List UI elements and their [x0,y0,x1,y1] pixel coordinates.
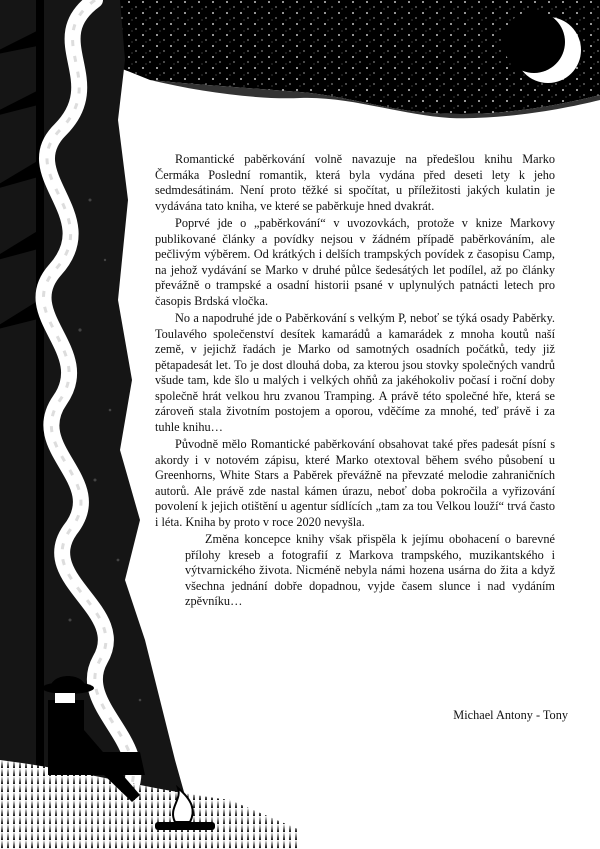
paragraph: Romantické paběrkování volně navazuje na předešlou knihu Marko Čermáka Poslední romantik, která byla vydána před deseti lety k jeho sedmdesátinám. Není proto těžké si spočítat, u příležitosti jakých kulatin je vydávána tato kniha, ve které se paběrkuje hned dvakrát. [155,152,555,213]
paragraph: No a napodruhé jde o Paběrkování s velkým P, neboť se týká osady Paběrky. Toulavého společenství desítek kamarádů a kamarádek z mnoha koutů naší země, v jejichž řadách je Marko od samotných osadních počátků, tedy již pětapadesát let. To je dost dlouhá doba, za kterou jsou stovky společných vandrů všude tam, kde šlo u malých i velkých ohňů za jakéhokoliv počasí i roční doby společně hrát velkou hru zvanou Tramping. A právě této společné hře, která se zároveň stala životním postojem a oporou, vděčíme za mnohé, teď právě i za tuhle knihu… [155,311,555,434]
signature: Michael Antony - Tony [453,708,568,722]
foreword-text [155,152,555,612]
paragraph: Původně mělo Romantické paběrkování obsahovat také přes padesát písní s akordy i v notovém zápisu, které Marko otextoval během svého působení u Greenhorns, White Stars a Paběrek převážně na převzaté melodie zahraničních autorů. Ale právě zde nastal kámen úrazu, neboť doba pokročila a vyřizování povolení k jejich otištění u agentur sídlících „tam za tou Velkou louží“ trvá často i léta. Kniha by proto v roce 2020 nevyšla. [155,437,555,529]
paragraph: Poprvé jde o „paběrkování“ v uvozovkách, protože v knize Markovy publikované články a povídky nejsou v žádném případě paběrkováním, ale pečlivým výběrem. Od krátkých i delších trampských povídek z časopisu Camp, na jehož vydávání se Marko v druhé půlce šedesátých let podílel, až po články převážně o trampské a osadní historii psané v uplynulých patnácti letech pro časopis Brdská vločka. [155,216,555,308]
paragraph: Změna koncepce knihy však přispěla k jejímu obohacení o barevné přílohy kreseb a fotografií z Markova trampského, muzikantského i výtvarnického života. Nicméně nebyla námi hozena usárna do žita a když všechna jednání dobře dopadnou, vyjde časem slunce i nad vydáním zpěvníku… [185,532,555,608]
